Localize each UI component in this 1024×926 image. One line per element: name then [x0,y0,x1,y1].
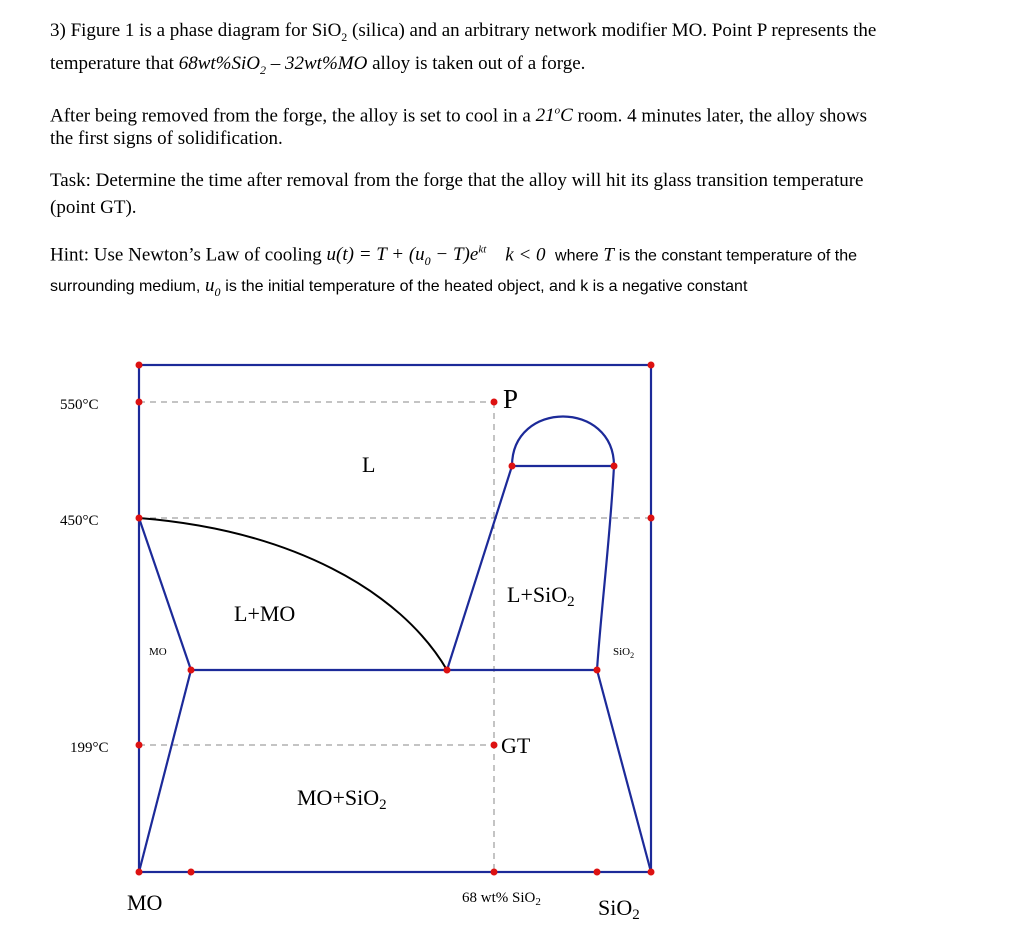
y-label-199: 199°C [70,740,109,756]
guide-lines [139,402,651,872]
point-gt-label: GT [501,733,531,758]
room-temperature: 21$^o$C [535,105,573,127]
point [509,463,516,470]
paragraph-2-text: After being removed from the forge, the alloy is set to cool in a [50,105,531,127]
point [136,742,143,749]
hint-text-c: is the constant temperature of the [618,247,858,265]
point-p-marker [491,399,498,406]
mo-solvus [139,670,191,872]
paragraph-2-line-2: the first signs of solidification. [50,128,283,149]
region-l-sio2: L+SiO2 [507,582,575,610]
hint-u0: $u_0$ [205,275,221,299]
x-label-sio2: SiO2 [598,895,640,923]
point [136,399,143,406]
point [648,869,655,876]
hint-text-e: is the initial temperature of the heated object, and k is a negative constant [225,278,748,295]
question-intro-b: (silica) and an arbitrary network modifier MO. Point P represents the [352,20,877,41]
question-line2-b: alloy is taken out of a forge. [372,53,586,74]
point [136,362,143,369]
point [136,515,143,522]
phase-boundaries [139,365,651,872]
point [444,667,451,674]
mo-liquidus-curve [139,518,447,670]
region-liquid: L [362,452,376,477]
point [648,515,655,522]
point [594,869,601,876]
x-label-68wt: 68 wt% SiO$_2$ [462,890,541,908]
region-mo-small: MO [149,646,167,658]
y-label-550: 550°C [60,397,99,413]
point [648,362,655,369]
y-label-450: 450°C [60,513,99,529]
silica-formula: SiO$_2$ [311,20,348,44]
diagram-frame [139,365,651,872]
point-p-label: P [503,384,519,414]
hint-where: where [555,247,599,265]
hint-text-d: surrounding medium, [50,278,201,295]
newton-cooling-formula: $u(t) = T + (u_0 - T)e^{kt}$ [326,244,487,269]
point-gt-marker [491,742,498,749]
sio2-liquidus-left [447,466,512,670]
task-line-2: (point GT). [50,197,137,218]
hint-T: T [603,244,614,266]
point [611,463,618,470]
alloy-composition: 68wt%SiO$_2$ – 32wt%MO [178,53,368,77]
liquid-dome [512,417,614,467]
sio2-solvus [597,670,651,872]
point [188,667,195,674]
question-line2-a: temperature that [50,53,174,74]
region-sio2-small: SiO$_2$ [613,646,635,660]
paragraph-2-text-b: room. 4 minutes later, the alloy shows [577,105,868,127]
k-condition: k < 0 [505,244,546,266]
x-label-mo: MO [127,890,163,915]
point [136,869,143,876]
region-mo-sio2: MO+SiO2 [297,785,387,813]
question-intro: Figure 1 is a phase diagram for [70,20,307,41]
question-number: 3) [50,20,66,41]
hint-text: Hint: Use Newton’s Law of cooling [50,244,322,266]
diagram-points [136,362,655,876]
sio2-liquidus-right [597,466,614,670]
region-l-mo: L+MO [234,601,296,626]
point [188,869,195,876]
point [491,869,498,876]
task-line-1: Task: Determine the time after removal from the forge that the alloy will hit its glass transition temperature [50,170,864,191]
point [594,667,601,674]
